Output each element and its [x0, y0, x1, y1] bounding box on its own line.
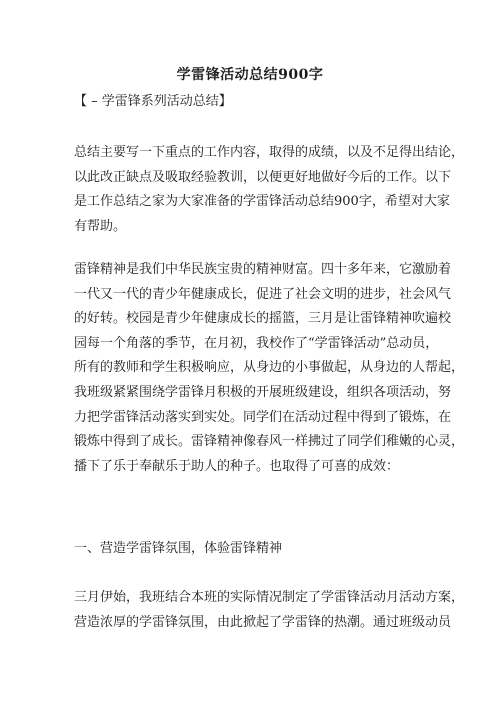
paragraph-line: 总结主要写一下重点的工作内容，取得的成绩，以及不足得出结论，	[74, 145, 465, 160]
section-paragraph	[74, 586, 465, 635]
paragraph-line: 三月伊始，我班结合本班的实际情况制定了学雷锋活动月活动方案，	[74, 590, 465, 605]
paragraph-line: 园每一个角落的季节，在月初，我校作了“学雷锋活动”总动员，	[74, 335, 439, 351]
paragraph-line: 有帮助。	[74, 218, 127, 234]
paragraph-line: 以此改正缺点及吸取经验教训，以便更好地做好今后的工作。以下	[74, 169, 452, 185]
intro-paragraph	[74, 141, 465, 239]
series-label: 【 – 学雷锋系列活动总结】	[74, 94, 232, 109]
paragraph-line: 雷锋精神是我们中华民族宝贵的精神财富。四十多年来，它激励着	[74, 262, 452, 277]
paragraph-line: 所有的教师和学生积极响应，从身边的小事做起，从身边的人帮起，	[74, 360, 465, 376]
paragraph-line: 锻炼中得到了成长。雷锋精神像春风一样拂过了同学们稚嫩的心灵，	[74, 434, 465, 450]
paragraph-line: 播下了乐于奉献乐于助人的种子。也取得了可喜的成效：	[74, 458, 400, 474]
paragraph-line: 我班级紧紧围绕学雷锋月积极的开展班级建设，组织各项活动，努	[74, 384, 452, 400]
paragraph-line: 是工作总结之家为大家准备的学雷锋活动总结900字，希望对大家	[74, 194, 450, 210]
body-paragraph	[74, 258, 465, 479]
paragraph-line: 的好转。校园是青少年健康成长的摇篮，三月是让雷锋精神吹遍校	[74, 311, 452, 327]
document-title: 学雷锋活动总结900字	[176, 67, 324, 83]
paragraph-line: 一代又一代的青少年健康成长，促进了社会文明的进步，社会风气	[74, 286, 452, 302]
paragraph-line: 营造浓厚的学雷锋氛围，由此掀起了学雷锋的热潮。通过班级动员	[74, 614, 452, 630]
paragraph-line: 力把学雷锋活动落实到实处。同学们在活动过程中得到了锻炼，在	[74, 409, 452, 425]
section-heading: 一、营造学雷锋氛围，体验雷锋精神	[74, 541, 283, 556]
